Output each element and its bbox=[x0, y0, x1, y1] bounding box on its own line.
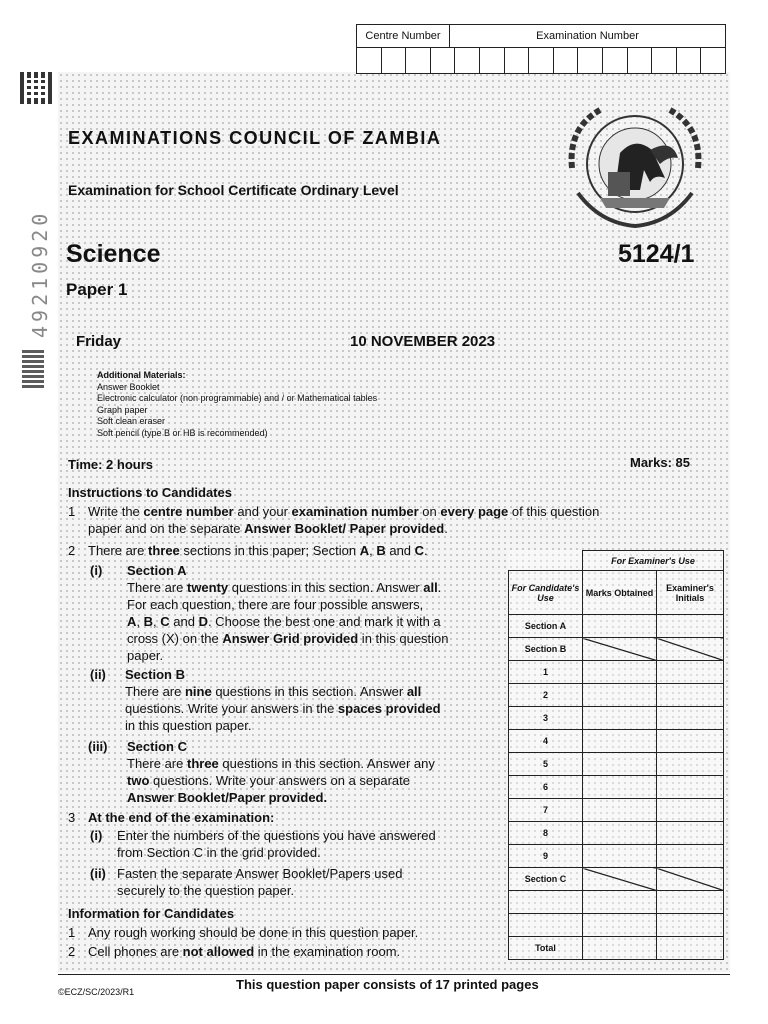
footer-divider bbox=[58, 974, 730, 975]
roman-numeral: (ii) bbox=[90, 866, 106, 881]
council-emblem-icon bbox=[560, 98, 710, 236]
section-c-instructions: Section C There are three questions in this section. Answer any two questions. Write your answers on a separate Answer Booklet/Paper provided. bbox=[127, 739, 435, 805]
end-instruction-1: Enter the numbers of the questions you have answered from Section C in the grid provided. bbox=[117, 828, 436, 860]
section-b-instructions: Section B There are nine questions in this section. Answer all questions. Write your answers in the spaces provided in this question paper. bbox=[125, 667, 441, 733]
material-item: Soft clean eraser bbox=[97, 416, 166, 426]
end-instruction-2: Fasten the separate Answer Booklet/Papers used securely to the question paper. bbox=[117, 866, 403, 898]
examiner-initials-header: Examiner's Initials bbox=[657, 571, 724, 615]
number-entry-cells[interactable] bbox=[357, 48, 725, 73]
instruction-1: Write the centre number and your examination number on every page of this question paper and on the separate Answer Booklet/ Paper provided. bbox=[88, 504, 600, 536]
end-of-exam-title: At the end of the examination: bbox=[88, 810, 275, 825]
table-row bbox=[509, 914, 724, 937]
table-row: 3 bbox=[509, 707, 724, 730]
information-number: 2 bbox=[68, 944, 76, 959]
copyright-code: ©ECZ/SC/2023/R1 bbox=[58, 987, 135, 997]
table-row: Section C bbox=[509, 868, 724, 891]
exam-date: 10 NOVEMBER 2023 bbox=[350, 333, 496, 350]
marks-obtained-header: Marks Obtained bbox=[583, 571, 657, 615]
barcode-icon bbox=[22, 350, 44, 388]
table-row: Section A bbox=[509, 615, 724, 638]
section-a-instructions: Section A There are twenty questions in this section. Answer all. For each question, there are four possible answers, A, B, C and D. Choose the best one and mark it with a cross (X) on the Answer Grid provided in this question paper. bbox=[127, 563, 449, 663]
table-row bbox=[509, 891, 724, 914]
materials-title: Additional Materials: bbox=[97, 370, 186, 380]
table-row: 6 bbox=[509, 776, 724, 799]
table-row: 1 bbox=[509, 661, 724, 684]
material-item: Soft pencil (type B or HB is recommended) bbox=[97, 427, 268, 438]
paper-number: Paper 1 bbox=[66, 280, 128, 299]
instruction-number: 3 bbox=[68, 810, 76, 825]
additional-materials bbox=[97, 370, 377, 439]
instructions-title: Instructions to Candidates bbox=[68, 485, 232, 500]
table-row: 9 bbox=[509, 845, 724, 868]
exam-time: Time: 2 hours bbox=[68, 457, 154, 472]
exam-marks: Marks: 85 bbox=[630, 455, 690, 470]
table-row: Total bbox=[509, 937, 724, 960]
table-row: 7 bbox=[509, 799, 724, 822]
council-title: EXAMINATIONS COUNCIL OF ZAMBIA bbox=[68, 128, 442, 148]
table-row: 2 bbox=[509, 684, 724, 707]
information-2: Cell phones are not allowed in the examination room. bbox=[88, 944, 401, 959]
material-item: Graph paper bbox=[97, 404, 148, 415]
serial-number: 49210920 bbox=[28, 209, 52, 338]
examiner-grid bbox=[508, 550, 724, 960]
instruction-2: There are three sections in this paper; Section A, B and C. bbox=[88, 543, 428, 558]
paper-code: 5124/1 bbox=[618, 240, 695, 268]
roman-numeral: (ii) bbox=[90, 667, 106, 682]
exam-day: Friday bbox=[76, 333, 122, 350]
exam-level: Examination for School Certificate Ordinary Level bbox=[68, 182, 399, 198]
roman-numeral: (iii) bbox=[88, 739, 108, 754]
qr-code-icon bbox=[20, 72, 52, 104]
candidate-number-box bbox=[356, 24, 726, 74]
page-count-note: This question paper consists of 17 printed pages bbox=[236, 977, 539, 992]
information-title: Information for Candidates bbox=[68, 906, 235, 921]
roman-numeral: (i) bbox=[90, 828, 103, 843]
material-item: Answer Booklet bbox=[97, 381, 160, 392]
table-row: Section B bbox=[509, 638, 724, 661]
table-row: 8 bbox=[509, 822, 724, 845]
information-number: 1 bbox=[68, 925, 76, 940]
instruction-number: 1 bbox=[68, 504, 76, 519]
information-1: Any rough working should be done in this question paper. bbox=[88, 925, 419, 940]
candidate-use-header: For Candidate's Use bbox=[509, 571, 583, 615]
examiner-use-header: For Examiner's Use bbox=[583, 551, 724, 571]
roman-numeral: (i) bbox=[90, 563, 103, 578]
examination-number-label: Examination Number bbox=[536, 30, 639, 42]
subject-title: Science bbox=[66, 240, 161, 268]
table-row: 5 bbox=[509, 753, 724, 776]
table-row: 4 bbox=[509, 730, 724, 753]
centre-number-label: Centre Number bbox=[357, 25, 450, 47]
material-item: Electronic calculator (non programmable) and / or Mathematical tables bbox=[97, 393, 378, 403]
instruction-number: 2 bbox=[68, 543, 76, 558]
